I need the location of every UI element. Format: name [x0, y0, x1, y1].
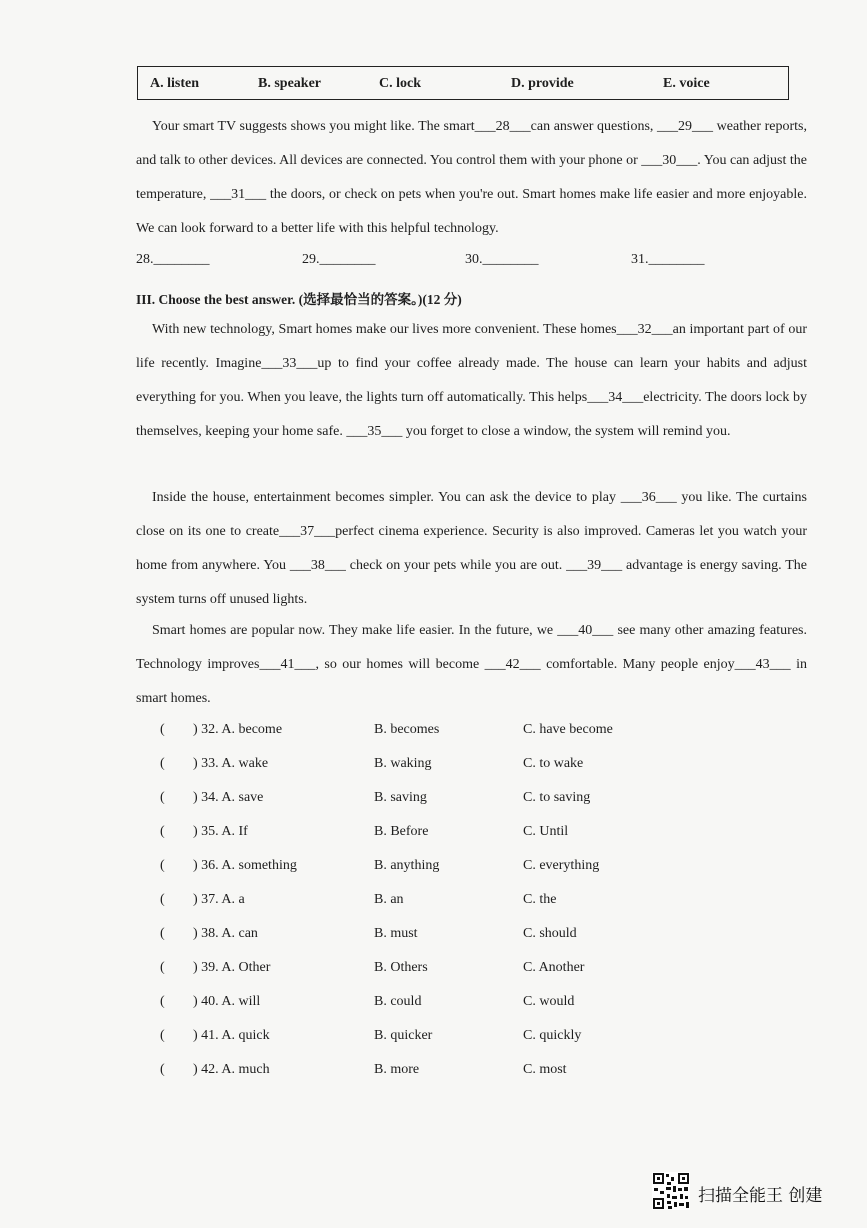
answer-blank-29[interactable]: 29.________ — [302, 252, 376, 267]
option-a: ) 38. A. can — [193, 926, 258, 941]
option-a: ) 40. A. will — [193, 994, 261, 1009]
word-option: B. speaker — [258, 76, 321, 91]
word-option: E. voice — [663, 76, 710, 91]
option-a: ) 34. A. save — [193, 790, 264, 805]
answer-paren[interactable]: ( — [160, 892, 165, 907]
option-b: B. more — [374, 1062, 420, 1077]
answer-paren[interactable]: ( — [160, 960, 165, 975]
option-a: ) 39. A. Other — [193, 960, 271, 975]
question-row — [0, 824, 867, 848]
option-a: ) 37. A. a — [193, 892, 245, 907]
scanner-brand-text: 扫描全能王 创建 — [698, 1186, 823, 1206]
answer-paren[interactable]: ( — [160, 926, 165, 941]
option-c: C. quickly — [523, 1028, 582, 1043]
option-a: ) 42. A. much — [193, 1062, 270, 1077]
passage-paragraph-2: Inside the house, entertainment becomes simpler. You can ask the device to play ___36___ you like. The curtains close on its one to create___37___perfect cinema experience. Security is also improved. Cameras let you watch your home from anywhere. You ___38___ check on your pets while you are out. ___39___ advantage is energy saving. The system turns off unused lights. — [136, 490, 807, 607]
question-row — [0, 994, 867, 1018]
passage-smart-tv: Your smart TV suggests shows you might like. The smart___28___can answer questions, ___29___ weather reports, and talk to other devices. All devices are connected. You control them with your phone or ___30___. You can adjust the temperature, ___31___ the doors, or check on pets when you're out. Smart homes make life easier and more enjoyable. We can look forward to a better life with this helpful technology. — [136, 119, 807, 236]
word-bank-box — [137, 66, 789, 100]
option-c: C. have become — [523, 722, 613, 737]
option-c: C. Until — [523, 824, 569, 839]
question-row — [0, 926, 867, 950]
option-b: B. could — [374, 994, 422, 1009]
option-b: B. waking — [374, 756, 432, 771]
option-b: B. becomes — [374, 722, 440, 737]
answer-paren[interactable]: ( — [160, 756, 165, 771]
answer-blank-31[interactable]: 31.________ — [631, 252, 705, 267]
option-a: ) 33. A. wake — [193, 756, 269, 771]
option-b: B. quicker — [374, 1028, 433, 1043]
answer-paren[interactable]: ( — [160, 824, 165, 839]
answer-blank-28[interactable]: 28.________ — [136, 252, 210, 267]
option-a: ) 32. A. become — [193, 722, 283, 737]
qr-code-icon — [652, 1172, 690, 1210]
option-c: C. should — [523, 926, 577, 941]
question-row — [0, 960, 867, 984]
answer-paren[interactable]: ( — [160, 1062, 165, 1077]
word-option: D. provide — [511, 76, 574, 91]
option-b: B. must — [374, 926, 418, 941]
question-row — [0, 892, 867, 916]
answer-paren[interactable]: ( — [160, 1028, 165, 1043]
question-row — [0, 756, 867, 780]
option-b: B. Others — [374, 960, 428, 975]
question-row — [0, 790, 867, 814]
option-c: C. everything — [523, 858, 600, 873]
passage-paragraph-3: Smart homes are popular now. They make life easier. In the future, we ___40___ see many other amazing features. Technology improves___41___, so our homes will become ___42___ comfortable. Many people enjoy___43___ in smart homes. — [136, 623, 807, 706]
word-option: A. listen — [150, 76, 199, 91]
option-c: C. to wake — [523, 756, 584, 771]
option-b: B. an — [374, 892, 404, 907]
answer-paren[interactable]: ( — [160, 722, 165, 737]
option-a: ) 36. A. something — [193, 858, 297, 873]
answer-blank-30[interactable]: 30.________ — [465, 252, 539, 267]
option-b: B. Before — [374, 824, 429, 839]
option-c: C. most — [523, 1062, 567, 1077]
option-a: ) 35. A. If — [193, 824, 248, 839]
answer-paren[interactable]: ( — [160, 994, 165, 1009]
option-a: ) 41. A. quick — [193, 1028, 270, 1043]
answer-paren[interactable]: ( — [160, 858, 165, 873]
word-option: C. lock — [379, 76, 421, 91]
option-b: B. saving — [374, 790, 427, 805]
option-b: B. anything — [374, 858, 440, 873]
scanner-watermark — [652, 1172, 852, 1212]
option-c: C. the — [523, 892, 557, 907]
question-row — [0, 1028, 867, 1052]
option-c: C. Another — [523, 960, 585, 975]
passage-paragraph-1: With new technology, Smart homes make our lives more convenient. These homes___32___an important part of our life recently. Imagine___33___up to find your coffee already made. The house can learn your habits and adjust everything for you. When you leave, the lights turn off automatically. This helps___34___electricity. The doors lock by themselves, keeping your home safe. ___35___ you forget to close a window, the system will remind you. — [136, 322, 807, 439]
option-c: C. to saving — [523, 790, 591, 805]
answer-paren[interactable]: ( — [160, 790, 165, 805]
option-c: C. would — [523, 994, 575, 1009]
section-title: III. Choose the best answer. (选择最恰当的答案。)(12 分) — [136, 292, 462, 307]
question-row — [0, 1062, 867, 1086]
question-row — [0, 858, 867, 882]
question-row — [0, 722, 867, 746]
